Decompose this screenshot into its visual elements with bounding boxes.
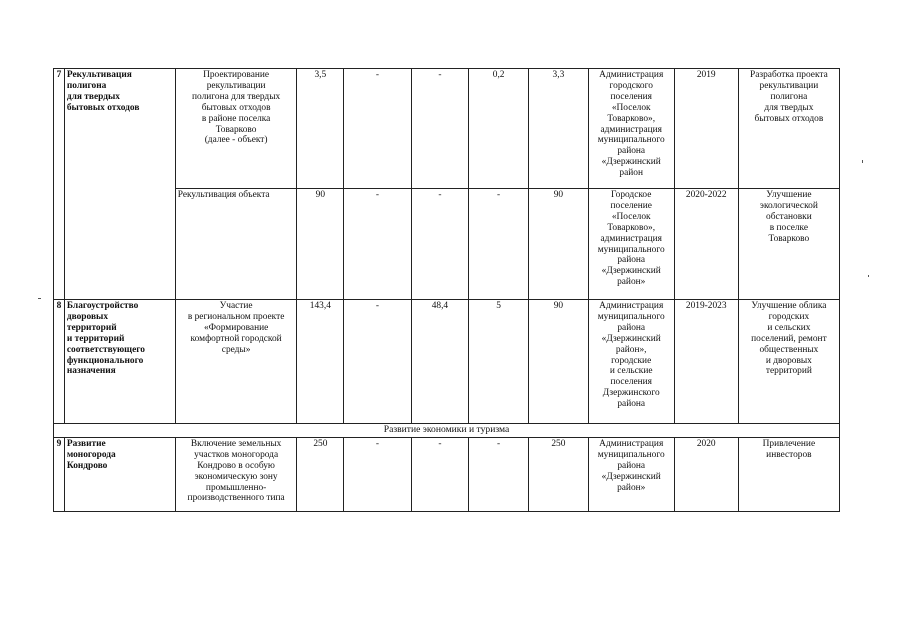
table-row: [54, 69, 840, 189]
funding-cell: 0,2: [469, 69, 529, 189]
event-cell: Рекультивация объекта: [175, 189, 297, 300]
funding-cell: -: [411, 437, 469, 511]
event-cell: Включение земельных участков моногорода Кондрово в особую экономическую зону промышленно- производственного типа: [175, 437, 297, 511]
section-title: Развитие экономики и туризма: [54, 424, 840, 438]
funding-cell: 3,3: [529, 69, 589, 189]
result-cell: Привлечение инвесторов: [738, 437, 839, 511]
total-cell: 143,4: [297, 300, 344, 424]
section-row: [54, 424, 840, 438]
table-row: [54, 300, 840, 424]
result-cell: Разработка проекта рекультивации полигона для твердых бытовых отходов: [738, 69, 839, 189]
funding-cell: -: [411, 69, 469, 189]
event-cell: Проектирование рекультивации полигона для твердых бытовых отходов в районе поселка Товарково (далее - объект): [175, 69, 297, 189]
years-cell: 2020: [674, 437, 738, 511]
funding-cell: -: [469, 437, 529, 511]
executor-cell: Администрация муниципального района «Дзержинский район»: [588, 437, 674, 511]
executor-cell: Администрация городского поселения «Поселок Товарково», администрация муниципального района «Дзержинский район: [588, 69, 674, 189]
executor-cell: Городское поселение «Поселок Товарково», администрация муниципального района «Дзержинский район»: [588, 189, 674, 300]
result-cell: Улучшение экологической обстановки в поселке Товарково: [738, 189, 839, 300]
scan-speck: [868, 275, 869, 277]
funding-cell: 250: [529, 437, 589, 511]
years-cell: 2020-2022: [674, 189, 738, 300]
scan-speck: [862, 160, 863, 163]
result-cell: Улучшение облика городских и сельских поселений, ремонт общественных и дворовых территорий: [738, 300, 839, 424]
program-table: [53, 68, 840, 512]
total-cell: 90: [297, 189, 344, 300]
scan-speck: [38, 298, 41, 299]
funding-cell: -: [411, 189, 469, 300]
funding-cell: 90: [529, 189, 589, 300]
years-cell: 2019: [674, 69, 738, 189]
funding-cell: -: [344, 437, 411, 511]
task-name: Благоустройство дворовых территорий и территорий соответствующего функционального назначения: [64, 300, 175, 424]
funding-cell: -: [344, 300, 411, 424]
row-number: 9: [54, 437, 65, 511]
funding-cell: -: [469, 189, 529, 300]
executor-cell: Администрация муниципального района «Дзержинский район», городские и сельские поселения Дзержинского района: [588, 300, 674, 424]
funding-cell: -: [344, 189, 411, 300]
task-name: Развитие моногорода Кондрово: [64, 437, 175, 511]
funding-cell: 48,4: [411, 300, 469, 424]
years-cell: 2019-2023: [674, 300, 738, 424]
row-number: 7: [54, 69, 65, 300]
total-cell: 3,5: [297, 69, 344, 189]
funding-cell: 5: [469, 300, 529, 424]
row-number: 8: [54, 300, 65, 424]
funding-cell: 90: [529, 300, 589, 424]
table-row: [54, 437, 840, 511]
total-cell: 250: [297, 437, 344, 511]
event-cell: Участие в региональном проекте «Формирование комфортной городской среды»: [175, 300, 297, 424]
funding-cell: -: [344, 69, 411, 189]
task-name: Рекультивация полигона для твердых бытовых отходов: [64, 69, 175, 300]
